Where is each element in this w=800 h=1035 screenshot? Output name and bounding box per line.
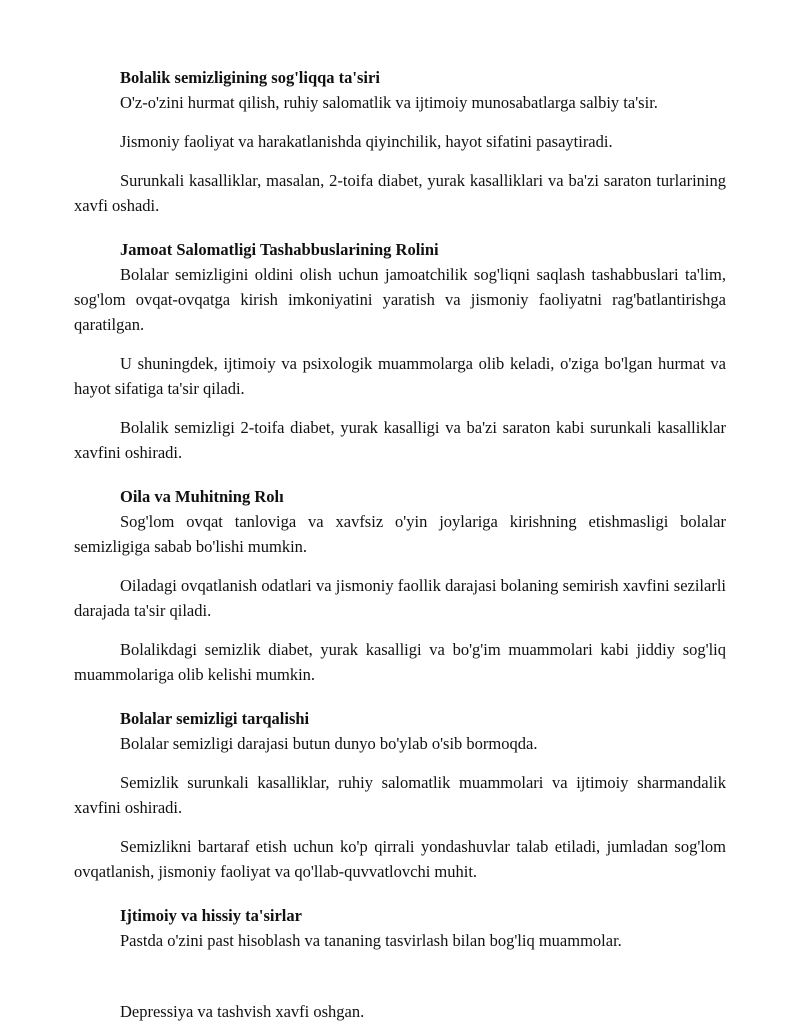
paragraph: Oiladagi ovqatlanish odatlari va jismoniy faollik darajasi bolaning semirish xavfini sezilarli darajada ta'sir qiladi. [74,576,726,620]
paragraph: Pastda o'zini past hisoblash va tananing tasvirlash bilan bog'liq muammolar. [120,931,622,950]
paragraph: Bolalar semizligi darajasi butun dunyo bo'ylab o'sib bormoqda. [120,734,538,753]
paragraph: Bolalar semizligini oldini olish uchun jamoatchilik sog'liqni saqlash tashabbuslari ta'lim, sog'lom ovqat-ovqatga kirish imkoniyatini yaratish va jismoniy faoliyatni rag'batlantirishga qaratilgan. [74,265,726,334]
section-social-emotional [74,904,726,1024]
paragraph: Semizlikni bartaraf etish uchun ko'p qirrali yondashuvlar talab etiladi, jumladan sog'lom ovqatlanish, jismoniy faoliyat va qo'llab-quvvatlovchi muhit. [74,837,726,881]
paragraph: Surunkali kasalliklar, masalan, 2-toifa diabet, yurak kasalliklari va ba'zi saraton turlarining xavfi oshadi. [74,171,726,215]
section-public-health [74,238,726,465]
paragraph: O'z-o'zini hurmat qilish, ruhiy salomatlik va ijtimoiy munosabatlarga salbiy ta'sir. [120,93,658,112]
paragraph: U shuningdek, ijtimoiy va psixologik muammolarga olib keladi, o'ziga bo'lgan hurmat va hayot sifatiga ta'sir qiladi. [74,354,726,398]
document-page [74,66,726,1024]
paragraph: Jismoniy faoliyat va harakatlanishda qiyinchilik, hayot sifatini pasaytiradi. [120,132,613,151]
paragraph: Depressiya va tashvish xavfi oshgan. [120,1002,365,1021]
section-heading: Ijtimoiy va hissiy ta'sirlar [120,906,302,925]
section-heading: Bolalik semizligining sog'liqqa ta'siri [120,68,380,87]
section-prevalence [74,707,726,884]
section-heading: Jamoat Salomatligi Tashabbuslarining Rolini [120,240,439,259]
section-health-effects [74,66,726,218]
section-family-environment [74,485,726,687]
paragraph: Semizlik surunkali kasalliklar, ruhiy salomatlik muammolari va ijtimoiy sharmandalik xavfini oshiradi. [74,773,726,817]
section-heading: Oila va Muhitning Rolı [120,487,284,506]
paragraph: Sog'lom ovqat tanloviga va xavfsiz o'yin joylariga kirishning etishmasligi bolalar semizligiga sabab bo'lishi mumkin. [74,512,726,556]
section-heading: Bolalar semizligi tarqalishi [120,709,310,728]
paragraph: Bolalikdagi semizlik diabet, yurak kasalligi va bo'g'im muammolari kabi jiddiy sog'liq muammolariga olib kelishi mumkin. [74,640,726,684]
paragraph: Bolalik semizligi 2-toifa diabet, yurak kasalligi va ba'zi saraton kabi surunkali kasalliklar xavfini oshiradi. [74,418,726,462]
